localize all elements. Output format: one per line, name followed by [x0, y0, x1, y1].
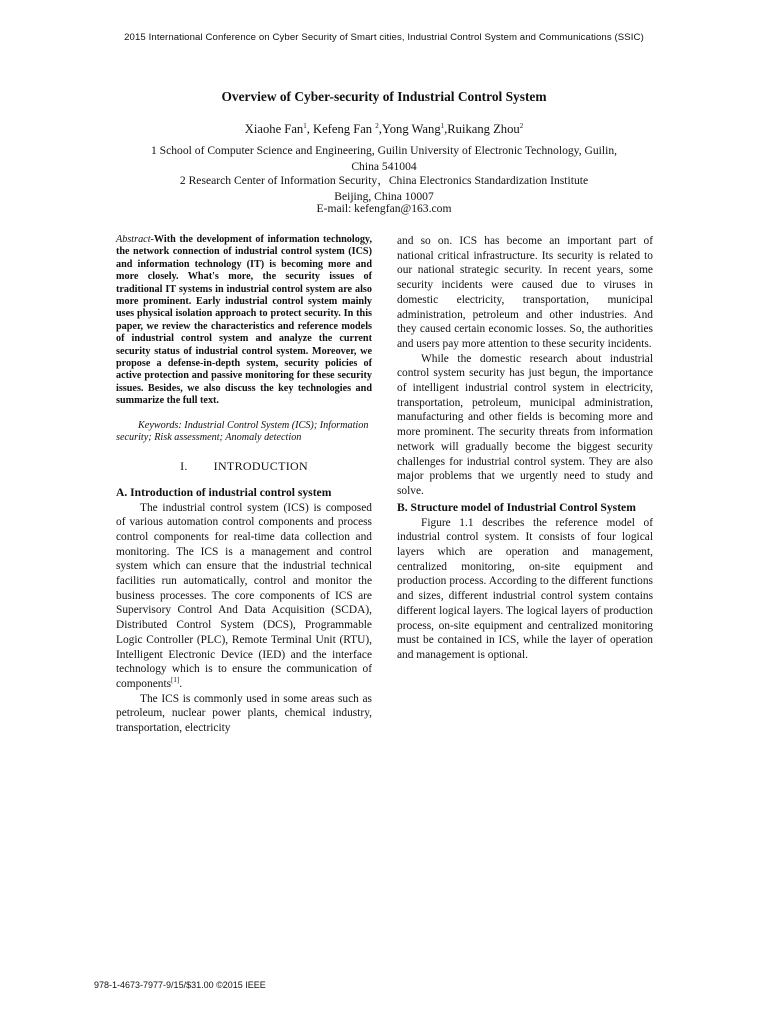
author-name: Yong Wang [381, 122, 441, 136]
author-list: Xiaohe Fan$^1$, Kefeng Fan $^2$,Yong Wang$^1$,Ruikang Zhou$^2$ [244, 121, 524, 136]
paragraph: The industrial control system (ICS) is composed of various automation control components and process control components for real-time data collection and monitoring. The ICS is a management and control system which can ensure that the industrial technical facilities run automatically, control and monitor the business processes. The core components of ICS are Supervisory Control And Data Acquisition (SCDA), Distributed Control System (DCS), Programmable Logic Controller (PLC), Remote Terminal Unit (RTU), Intelligent Electronic Device (IED) and the interface technology which is to ensure the communication of components[1]. [116, 501, 372, 690]
section-heading-introduction: I. INTRODUCTION [180, 458, 308, 473]
affiliation-2: 2 Research Center of Information Security，China Electronics Standardization Institute Beijing, China 10007 [179, 174, 589, 203]
right-column [397, 234, 653, 663]
subsection-heading-a: A. Introduction of industrial control system [116, 485, 332, 499]
paragraph: While the domestic research about industrial control system security has just begun, the importance of intelligent industrial control system in electricity, transportation, petroleum, municipal administration, manufacturing and other fields is becoming more and more prominent. The security threats from information network will gradually become the biggest security challenges for industrial control system. They are also major problems that we urgently need to study and solve. [397, 352, 653, 497]
author-affil-mark: 2 [375, 121, 379, 130]
author-affil-mark: 1 [303, 121, 307, 130]
subsection-heading-b: B. Structure model of Industrial Control System [397, 500, 636, 514]
paragraph: Figure 1.1 describes the reference model of industrial control system. It consists of four logical layers which are operation and management, centralized monitoring, on-site equipment and production process. According to the different functions and sizes, different industrial control system contains different logical layers. The logical layers of production process, on-site equipment and centralized monitoring must be contained in ICS, while the layer of operation and management is optional. [397, 516, 653, 661]
copyright-footer: 978-1-4673-7977-9/15/$31.00 ©2015 IEEE [94, 980, 266, 990]
author-affil-mark: 1 [440, 121, 445, 130]
abstract-label: Abstract- [116, 234, 154, 245]
affiliation-1: 1 School of Computer Science and Engineering, Guilin University of Electronic Technology, Guilin, China 541004 [150, 144, 618, 173]
author-affil-mark: 2 [519, 121, 524, 130]
abstract-text: With the development of information technology, the network connection of industrial control system (ICS) and information technology (IT) is becoming more and more closely. What's more, the security issues of traditional IT systems in industrial control system are also more prominent. Early industrial control system mainly uses physical isolation approach to protect security. In this paper, we review the characteristics and reference models of industrial control system and analyze the current security status of industrial control system. Moreover, we propose a defense-in-depth system, security policies of active protection and passive monitoring for these security issues. Besides, we also discuss the key technologies and summarize the full text. [116, 234, 372, 407]
keywords: Keywords: Industrial Control System (ICS); Information security; Risk assessment; Anomaly detection [116, 419, 369, 444]
paragraph: The ICS is commonly used in some areas such as petroleum, nuclear power plants, chemical industry, transportation, electricity [116, 692, 372, 735]
conference-header: 2015 International Conference on Cyber Security of Smart cities, Industrial Control System and Communications (SSIC) [124, 32, 644, 43]
author-name: Kefeng Fan [313, 122, 376, 136]
paper-title: Overview of Cyber-security of Industrial Control System [221, 89, 547, 104]
left-column [116, 234, 372, 736]
author-email: E-mail: kefengfan@163.com [316, 202, 452, 215]
citation-ref: [1] [171, 676, 180, 685]
author-name: Ruikang Zhou [447, 122, 520, 136]
author-name: Xiaohe Fan [244, 122, 304, 136]
abstract [116, 234, 372, 408]
paragraph-continued: and so on. ICS has become an important part of national critical infrastructure. Its security is related to our national strategic security. In recent years, some security incidents were caused due to viruses in domestic electricity, transportation, municipal administration, petroleum and other industries. And they caused certain economic losses. So, the authorities and users pay more attention to these security incidents. [397, 235, 653, 350]
